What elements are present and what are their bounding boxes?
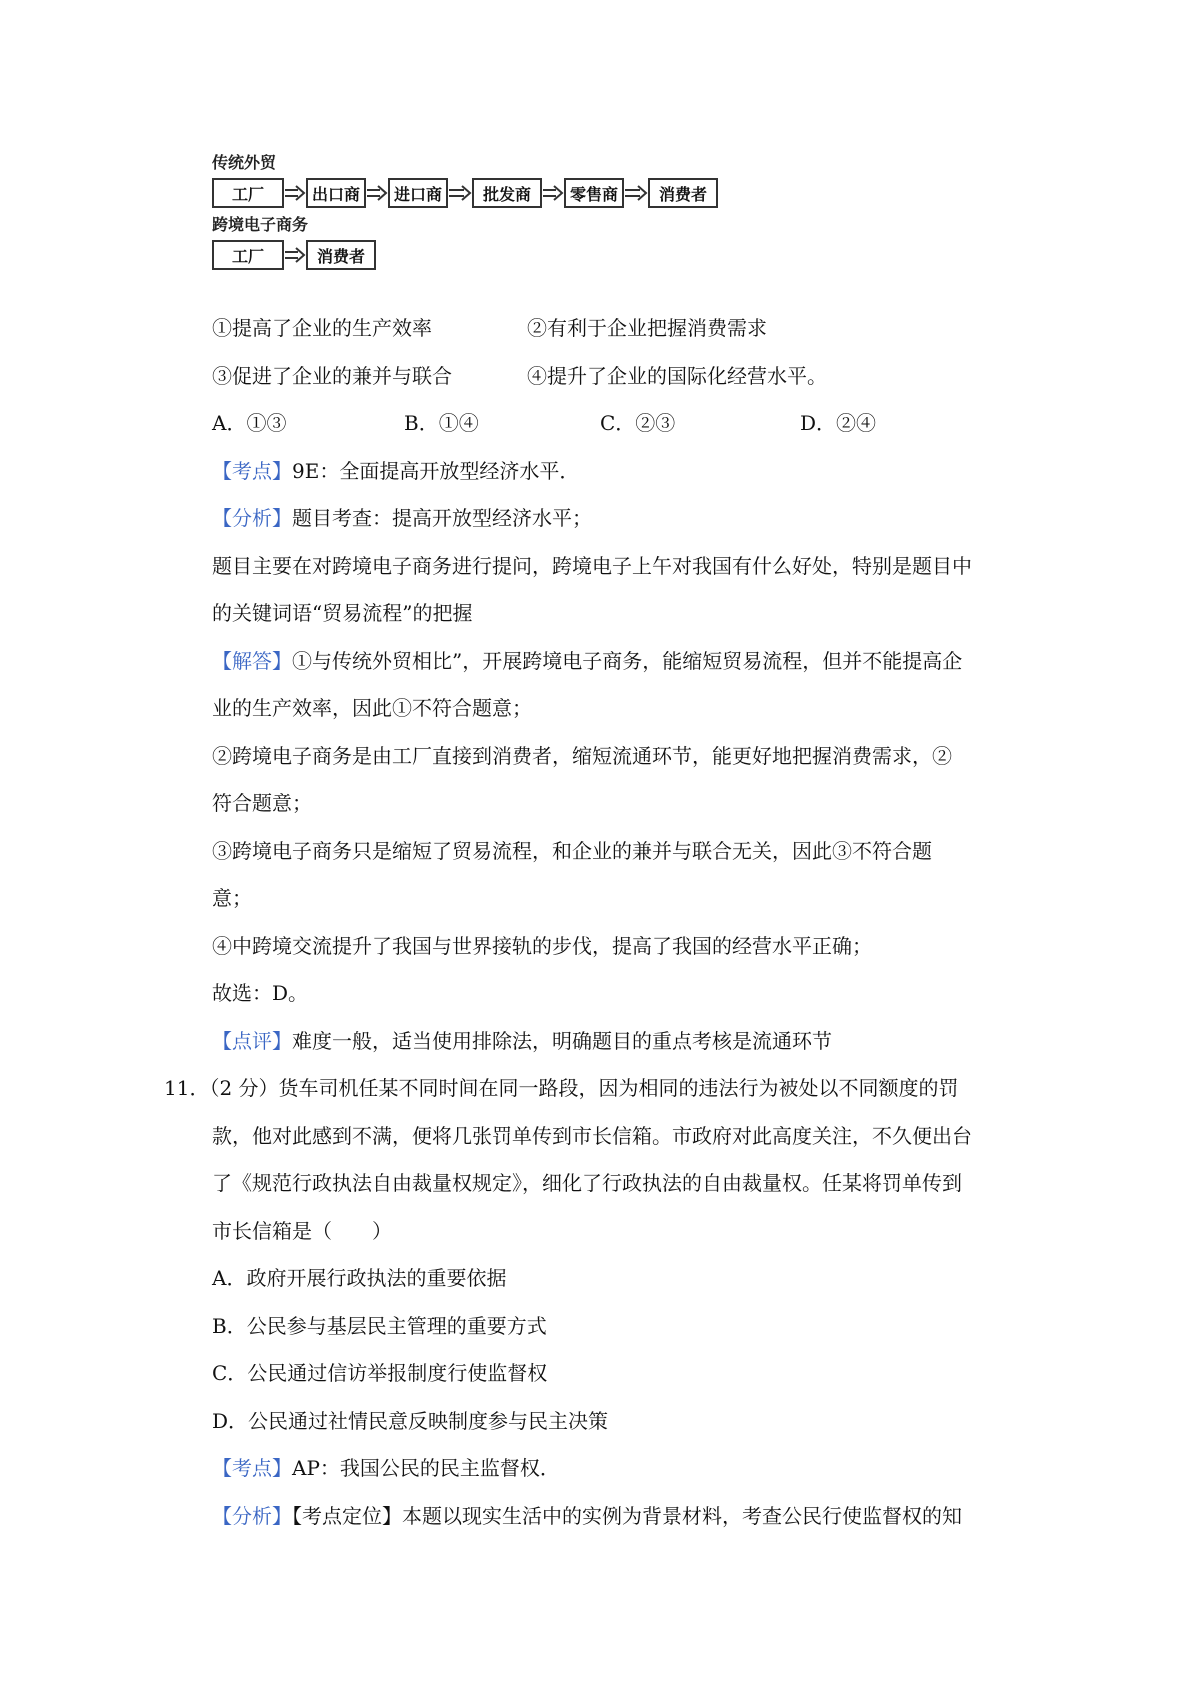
fenxi-text: 题目考查：提高开放型经济水平； [292,506,592,530]
jieda-body-line: ②跨境电子商务是由工厂直接到消费者，缩短流通环节，能更好地把握消费需求，② [212,743,952,768]
jieda-body-line: 符合题意； [212,791,312,815]
kaodian-tag: 【考点】 [212,1456,292,1480]
double-arrow-icon [366,184,388,202]
q11-stem-line: 市长信箱是（ ） [212,1218,392,1243]
fenxi-line [212,495,1032,543]
options-row [212,400,1032,448]
q11-kaodian-line [212,1445,1032,1493]
kaodian-text: 9E：全面提高开放型经济水平． [292,458,580,483]
jieda-line [212,638,1032,686]
q11-option-b: B．公民参与基层民主管理的重要方式 [212,1313,547,1338]
chain-box-wholesaler: 批发商 [472,178,542,208]
option-b: B．①④ [404,411,479,435]
statement-4: ④提升了企业的国际化经营水平。 [527,363,827,388]
chain-box-consumer: 消费者 [648,178,718,208]
dianping-text: 难度一般，适当使用排除法，明确题目的重点考核是流通环节 [292,1028,832,1053]
kaodian-text: AP：我国公民的民主监督权． [292,1456,560,1480]
crossborder-box-factory: 工厂 [212,240,284,270]
statement-3: ③促进了企业的兼并与联合 [212,363,452,388]
kaodian-tag: 【考点】 [212,458,292,483]
double-arrow-icon [624,184,648,202]
fenxi-tag: 【分析】 [212,506,292,530]
crossborder-box-consumer: 消费者 [306,240,376,270]
crossborder-ecommerce-label: 跨境电子商务 [212,215,309,234]
dianping-tag: 【点评】 [212,1028,292,1053]
statement-row [212,353,1032,401]
option-d: D．②④ [800,411,877,435]
statement-2: ②有利于企业把握消费需求 [527,316,767,340]
jieda-text: ①与传统外贸相比”，开展跨境电子商务，能缩短贸易流程，但并不能提高企 [292,648,963,673]
chain-box-retailer: 零售商 [564,178,624,208]
q11-option-c: C．公民通过信访举报制度行使监督权 [212,1361,548,1385]
double-arrow-icon [542,184,564,202]
q11-option-a: A．政府开展行政执法的重要依据 [212,1266,507,1290]
jieda-body-line: ④中跨境交流提升了我国与世界接轨的步伐，提高了我国的经营水平正确； [212,933,872,958]
q11-option-d: D．公民通过社情民意反映制度参与民主决策 [212,1408,609,1433]
double-arrow-icon [284,184,306,202]
jieda-body-line: 意； [212,886,252,910]
jieda-body-line: ③跨境电子商务只是缩短了贸易流程，和企业的兼并与联合无关，因此③不符合题 [212,838,932,863]
fenxi-body-line: 题目主要在对跨境电子商务进行提问，跨境电子上午对我国有什么好处，特别是题目中 [212,553,972,578]
option-c: C．②③ [600,411,676,435]
chain-box-factory: 工厂 [212,178,284,208]
kaodian-line [212,448,1032,496]
chain-box-importer: 进口商 [388,178,448,208]
jieda-tag: 【解答】 [212,648,292,673]
q11-stem-line: 11．（2 分）货车司机任某不同时间在同一路段，因为相同的违法行为被处以不同额度的罚 [164,1076,959,1100]
statement-1: ①提高了企业的生产效率 [212,316,432,340]
question-content [164,305,1032,1540]
fenxi-text: 【考点定位】本题以现实生活中的实例为背景材料，考查公民行使监督权的知 [292,1503,962,1528]
fenxi-tag: 【分析】 [212,1503,292,1528]
q11-fenxi-line [212,1493,1032,1541]
jieda-answer-line: 故选：D。 [212,981,309,1005]
chain-box-exporter: 出口商 [306,178,366,208]
statement-row [212,305,1032,353]
double-arrow-icon [448,184,472,202]
double-arrow-icon [284,246,306,264]
q11-stem-line: 款，他对此感到不满，便将几张罚单传到市长信箱。市政府对此高度关注，不久便出台 [212,1123,972,1148]
option-a: A．①③ [212,411,287,435]
dianping-line [212,1018,1032,1066]
traditional-trade-label: 传统外贸 [212,153,277,172]
fenxi-body-line: 的关键词语“贸易流程”的把握 [212,601,473,625]
q11-stem-line: 了《规范行政执法自由裁量权规定》，细化了行政执法的自由裁量权。任某将罚单传到 [212,1171,962,1195]
jieda-body-line: 业的生产效率，因此①不符合题意； [212,696,532,720]
